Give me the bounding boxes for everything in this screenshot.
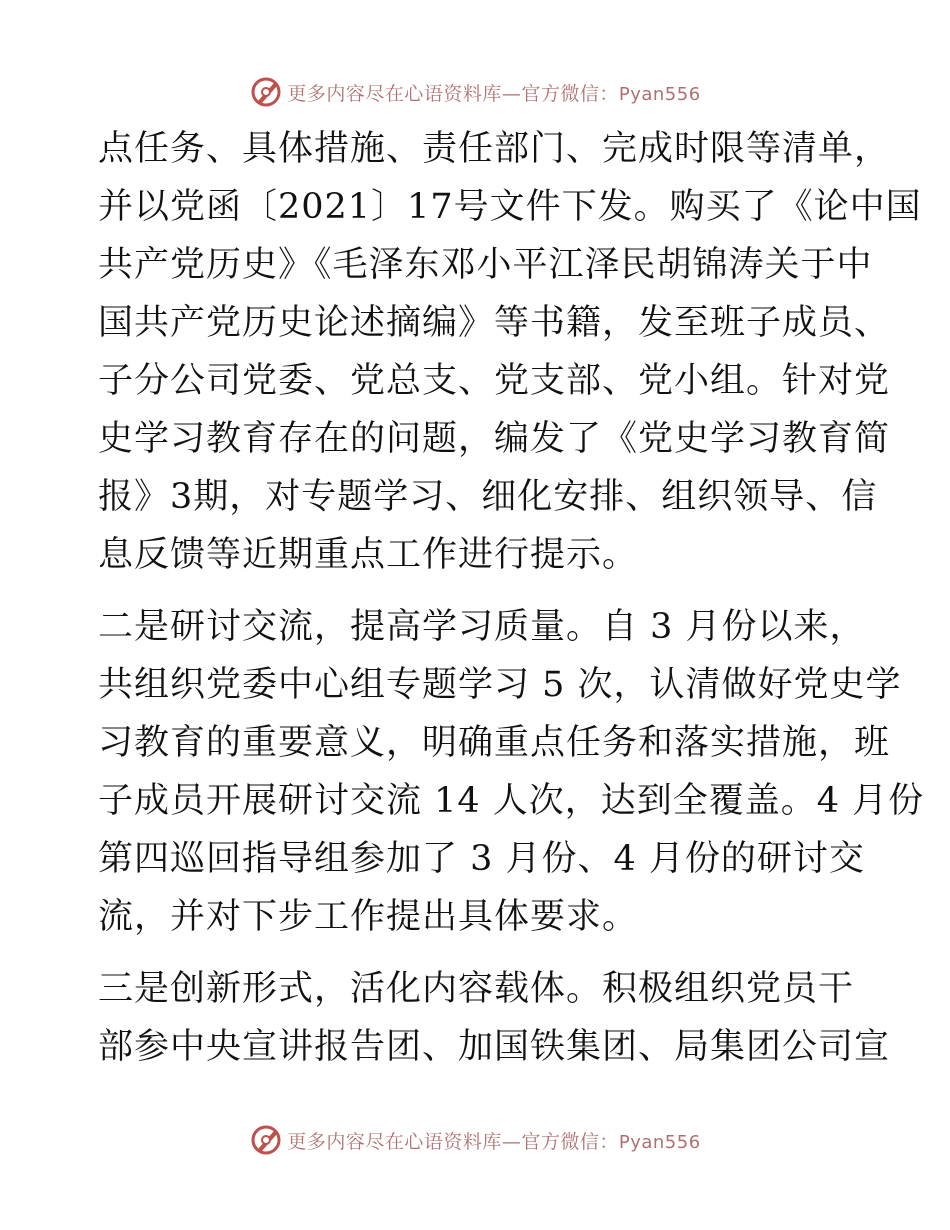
footer-watermark	[0, 1120, 950, 1160]
paragraph-1	[98, 120, 922, 584]
text-line: 共产党历史》《毛泽东邓小平江泽民胡锦涛关于中	[98, 245, 873, 285]
text-line: 息反馈等近期重点工作进行提示。	[98, 535, 639, 575]
text-line: 二是研讨交流，提高学习质量。自 3 月份以来，	[98, 607, 866, 647]
paragraph-spacer	[98, 584, 858, 598]
text-line: 子成员开展研讨交流 14 人次，达到全覆盖。4 月份	[98, 781, 925, 821]
text-line: 子分公司党委、党总支、党支部、党小组。针对党	[98, 361, 891, 401]
text-line: 部参中央宣讲报告团、加国铁集团、局集团公司宣	[98, 1027, 891, 1067]
document-body	[98, 120, 925, 1076]
paragraph-2	[98, 598, 925, 946]
text-line: 共组织党委中心组专题学习 5 次，认清做好党史学	[98, 665, 902, 705]
paragraph-3	[98, 960, 891, 1076]
text-line: 报》3期，对专题学习、细化安排、组织领导、信	[98, 477, 878, 517]
header-watermark	[0, 72, 950, 112]
text-line: 三是创新形式，活化内容载体。积极组织党员干	[98, 969, 855, 1009]
text-line: 点任务、具体措施、责任部门、完成时限等清单，	[98, 129, 891, 169]
text-line: 第四巡回指导组参加了 3 月份、4 月份的研讨交	[98, 839, 865, 879]
paragraph-spacer	[98, 946, 858, 960]
text-line: 并以党函〔2021〕17号文件下发。购买了《论中国	[98, 187, 922, 227]
text-line: 习教育的重要意义，明确重点任务和落实措施，班	[98, 723, 891, 763]
watermark-text: 更多内容尽在心语资料库—官方微信：Pyan556	[287, 82, 701, 105]
pen-logo-icon	[249, 1123, 283, 1157]
text-line: 史学习教育存在的问题，编发了《党史学习教育简	[98, 419, 891, 459]
text-line: 国共产党历史论述摘编》等书籍，发至班子成员、	[98, 303, 891, 343]
watermark-text: 更多内容尽在心语资料库—官方微信：Pyan556	[287, 1130, 701, 1153]
pen-logo-icon	[249, 75, 283, 109]
text-line: 流，并对下步工作提出具体要求。	[98, 897, 639, 937]
